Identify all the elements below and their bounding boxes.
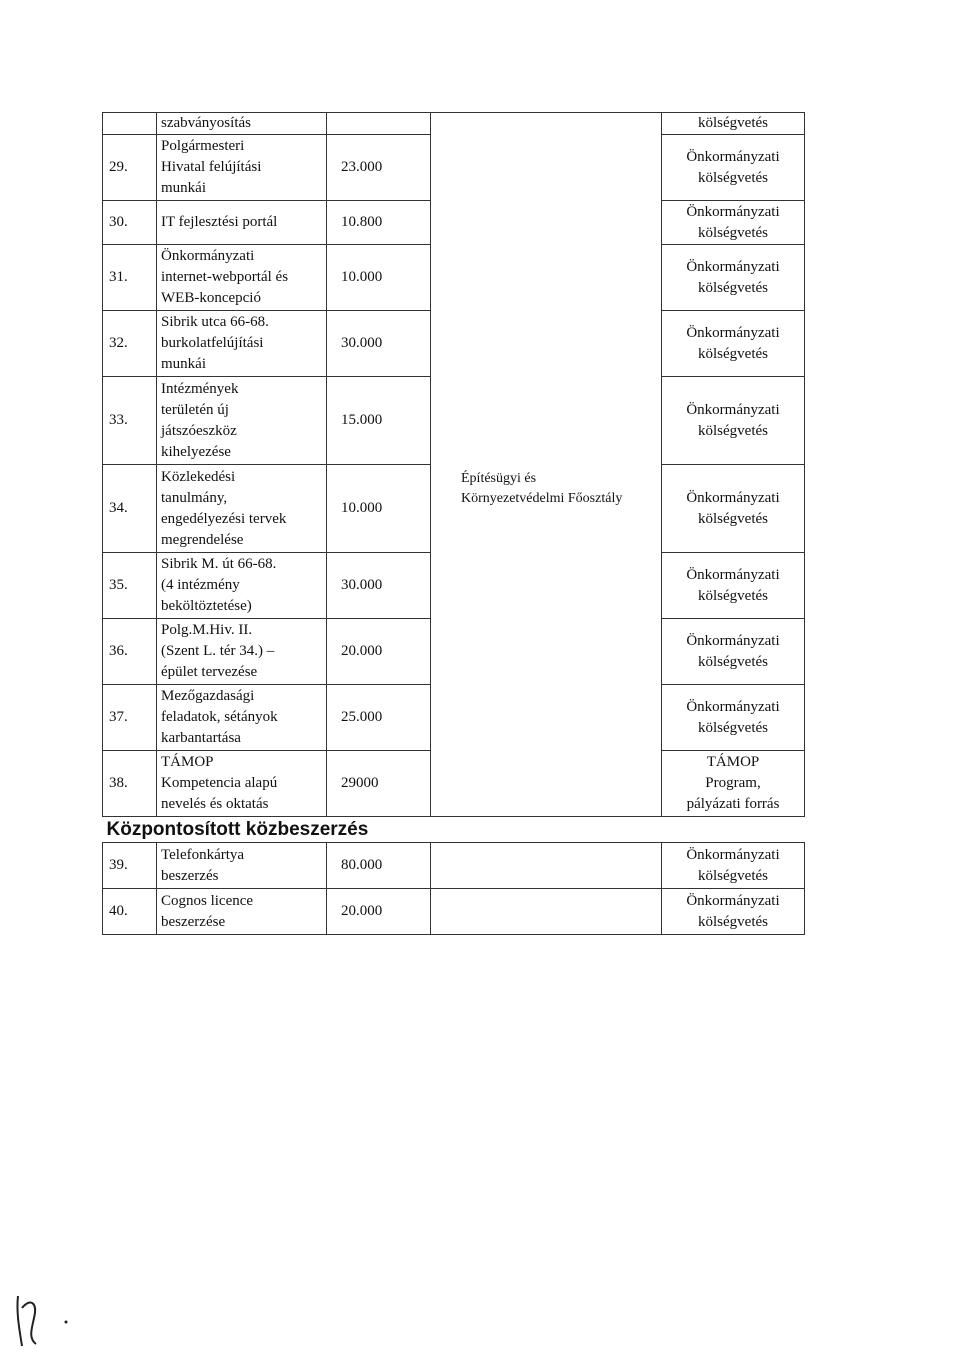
- row-number: 30.: [103, 201, 157, 245]
- description-line: beszerzés: [161, 867, 219, 884]
- funding-source: [662, 843, 805, 889]
- row-amount: 23.000: [327, 135, 431, 201]
- row-description: [157, 135, 327, 201]
- source-line: Önkormányzati: [686, 489, 780, 506]
- source-line: Önkormányzati: [686, 566, 780, 583]
- description-line: területén új: [161, 401, 229, 418]
- row-amount: 80.000: [327, 843, 431, 889]
- description-line: kihelyezése: [161, 443, 231, 460]
- description-line: Telefonkártya: [161, 846, 245, 863]
- source-line: kölségvetés: [698, 279, 768, 296]
- description-line: játszóeszköz: [161, 422, 237, 439]
- source-line: kölségvetés: [698, 867, 768, 884]
- row-amount: 15.000: [327, 377, 431, 465]
- source-line: Önkormányzati: [686, 258, 780, 275]
- responsible-department-empty: [431, 843, 662, 889]
- description-line: megrendelése: [161, 531, 244, 548]
- description-line: Hivatal felújítási: [161, 159, 262, 175]
- table-row: [103, 889, 805, 935]
- row-amount: 30.000: [327, 553, 431, 619]
- row-number: 38.: [103, 751, 157, 817]
- source-line: kölségvetés: [698, 913, 768, 930]
- budget-table-sheet: [102, 112, 804, 935]
- funding-source: [662, 377, 805, 465]
- row-amount: 20.000: [327, 619, 431, 685]
- description-line: burkolatfelújítási: [161, 335, 264, 351]
- row-description: [157, 311, 327, 377]
- row-number: 36.: [103, 619, 157, 685]
- table-row: [103, 113, 805, 135]
- description-line: szabványosítás: [161, 115, 251, 131]
- responsible-department: [431, 113, 662, 817]
- responsible-department-empty: [431, 889, 662, 935]
- department-line: Építésügyi és: [461, 471, 537, 486]
- row-description: [157, 619, 327, 685]
- source-line: Önkormányzati: [686, 892, 780, 909]
- row-number: 33.: [103, 377, 157, 465]
- row-amount: 20.000: [327, 889, 431, 935]
- description-line: karbantartása: [161, 730, 241, 746]
- source-line: TÁMOP: [706, 754, 760, 770]
- row-description: [157, 377, 327, 465]
- funding-source: [662, 113, 805, 135]
- description-line: tanulmány,: [161, 489, 228, 506]
- funding-source: [662, 201, 805, 245]
- description-line: Önkormányzati: [161, 248, 255, 264]
- source-line: pályázati forrás: [686, 796, 780, 812]
- source-line: kölségvetés: [698, 115, 768, 131]
- description-line: Cognos licence: [161, 892, 254, 909]
- source-line: kölségvetés: [698, 169, 768, 186]
- row-amount: 10.000: [327, 465, 431, 553]
- department-line: Környezetvédelmi Főosztály: [461, 491, 623, 506]
- row-description: [157, 201, 327, 245]
- source-line: kölségvetés: [698, 224, 768, 241]
- row-number: 40.: [103, 889, 157, 935]
- description-line: (Szent L. tér 34.) –: [161, 643, 275, 659]
- funding-source: [662, 889, 805, 935]
- description-line: (4 intézmény: [161, 577, 240, 593]
- funding-source: [662, 619, 805, 685]
- source-line: kölségvetés: [698, 510, 768, 527]
- funding-source: [662, 311, 805, 377]
- description-line: TÁMOP: [161, 754, 214, 770]
- description-line: Polgármesteri: [161, 138, 245, 154]
- source-line: Önkormányzati: [686, 401, 780, 418]
- description-line: Polg.M.Hiv. II.: [161, 622, 253, 638]
- row-number: 31.: [103, 245, 157, 311]
- source-line: Önkormányzati: [686, 846, 780, 863]
- description-line: Mezőgazdasági: [161, 688, 255, 704]
- description-line: Sibrik utca 66-68.: [161, 314, 269, 330]
- funding-source: [662, 135, 805, 201]
- description-line: engedélyezési tervek: [161, 510, 287, 527]
- description-line: beköltöztetése): [161, 598, 252, 614]
- row-number: 34.: [103, 465, 157, 553]
- description-line: Közlekedési: [161, 468, 236, 485]
- row-number: 39.: [103, 843, 157, 889]
- source-line: kölségvetés: [698, 587, 768, 604]
- row-number: 32.: [103, 311, 157, 377]
- row-amount: [327, 113, 431, 135]
- funding-source: [662, 245, 805, 311]
- description-line: nevelés és oktatás: [161, 796, 269, 812]
- description-line: Kompetencia alapú: [161, 775, 278, 791]
- funding-source: [662, 751, 805, 817]
- source-line: kölségvetés: [698, 653, 768, 670]
- section-title: Központosított közbeszerzés: [103, 817, 805, 843]
- row-number: [103, 113, 157, 135]
- description-line: munkái: [161, 356, 206, 372]
- row-amount: 29000: [327, 751, 431, 817]
- source-line: kölségvetés: [698, 422, 768, 439]
- budget-table: [102, 112, 805, 935]
- row-amount: 10.800: [327, 201, 431, 245]
- row-description: [157, 685, 327, 751]
- source-line: Önkormányzati: [686, 148, 780, 165]
- source-line: kölségvetés: [698, 719, 768, 736]
- row-amount: 30.000: [327, 311, 431, 377]
- description-line: Intézmények: [161, 380, 239, 397]
- department-text: [435, 113, 657, 509]
- source-line: kölségvetés: [698, 345, 768, 362]
- funding-source: [662, 685, 805, 751]
- row-description: [157, 843, 327, 889]
- row-description: [157, 465, 327, 553]
- source-line: Program,: [705, 775, 761, 791]
- row-number: 37.: [103, 685, 157, 751]
- source-line: Önkormányzati: [686, 698, 780, 715]
- row-number: 35.: [103, 553, 157, 619]
- description-line: Sibrik M. út 66-68.: [161, 556, 277, 572]
- row-description: [157, 245, 327, 311]
- description-line: feladatok, sétányok: [161, 709, 278, 725]
- description-line: internet-webportál és: [161, 269, 289, 285]
- handwritten-initial-icon: [8, 1288, 78, 1348]
- source-line: Önkormányzati: [686, 203, 780, 220]
- table-row: [103, 843, 805, 889]
- source-line: Önkormányzati: [686, 632, 780, 649]
- description-line: munkái: [161, 180, 206, 196]
- section-row: [103, 817, 805, 843]
- row-number: 29.: [103, 135, 157, 201]
- funding-source: [662, 465, 805, 553]
- funding-source: [662, 553, 805, 619]
- description-line: IT fejlesztési portál: [161, 214, 278, 230]
- description-line: beszerzése: [161, 913, 226, 930]
- source-line: Önkormányzati: [686, 324, 780, 341]
- row-description: [157, 113, 327, 135]
- description-line: WEB-koncepció: [161, 290, 261, 306]
- row-description: [157, 889, 327, 935]
- row-description: [157, 751, 327, 817]
- description-line: épület tervezése: [161, 664, 258, 680]
- row-amount: 10.000: [327, 245, 431, 311]
- row-description: [157, 553, 327, 619]
- row-amount: 25.000: [327, 685, 431, 751]
